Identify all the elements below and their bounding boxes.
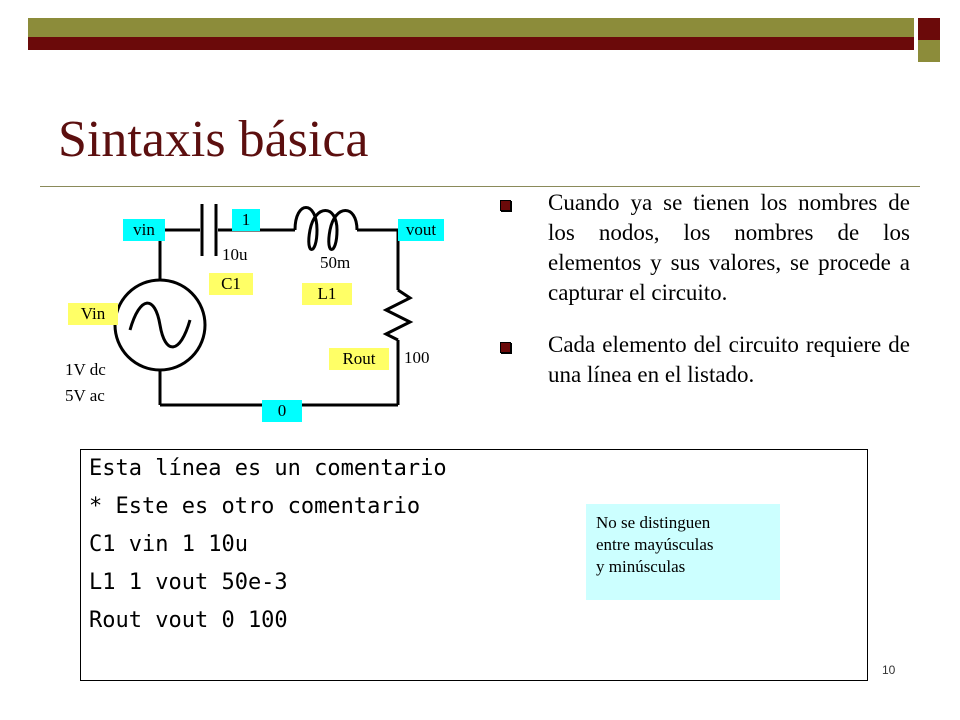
value-vin-dc: 1V dc [65,360,106,379]
title-divider [40,186,920,187]
bullet-text: Cuando ya se tienen los nombres de los nodos, los nombres de los elementos y sus valores, se procede a capturar el circuito. [548,190,910,305]
bullet-square-icon [500,342,511,353]
code-line: * Este es otro comentario [89,494,421,519]
node-label-vout: vout [398,219,444,241]
value-rout: 100 [404,348,430,367]
note-line: y minúsculas [596,557,686,576]
value-vin-ac: 5V ac [65,386,105,405]
top-decor-square-olive [918,40,940,62]
ac-source-wave [130,303,190,347]
note-line: entre mayúsculas [596,535,714,554]
note-line: No se distinguen [596,513,711,532]
bullet-item [498,330,910,390]
code-line: L1 1 vout 50e-3 [89,570,288,595]
bullet-item [498,188,910,308]
slide-title: Sintaxis básica [58,111,369,168]
code-line: C1 vin 1 10u [89,532,248,557]
top-decor-square [918,18,940,40]
component-label-c1: C1 [209,273,253,295]
code-line: Rout vout 0 100 [89,608,288,633]
component-label-l1: L1 [302,283,352,305]
top-decor-bar [28,18,914,37]
component-label-rout: Rout [329,348,389,370]
code-line: Esta línea es un comentario [89,456,447,481]
value-l1: 50m [320,253,351,272]
resistor-zigzag [386,290,410,340]
node-label-vin: vin [123,219,165,241]
bullet-square-icon [500,200,511,211]
node-label-ground: 0 [262,400,302,422]
top-decor-bar-dark [28,37,914,50]
inductor-coil [295,208,357,250]
case-insensitive-note [586,504,780,600]
bullet-text: Cada elemento del circuito requiere de una línea en el listado. [548,332,910,387]
bullet-list [498,188,910,412]
node-label-1: 1 [232,209,260,231]
component-label-vin: Vin [68,303,118,325]
value-c1: 10u [222,245,248,264]
page-number: 10 [882,663,896,677]
circuit-diagram [55,190,475,440]
